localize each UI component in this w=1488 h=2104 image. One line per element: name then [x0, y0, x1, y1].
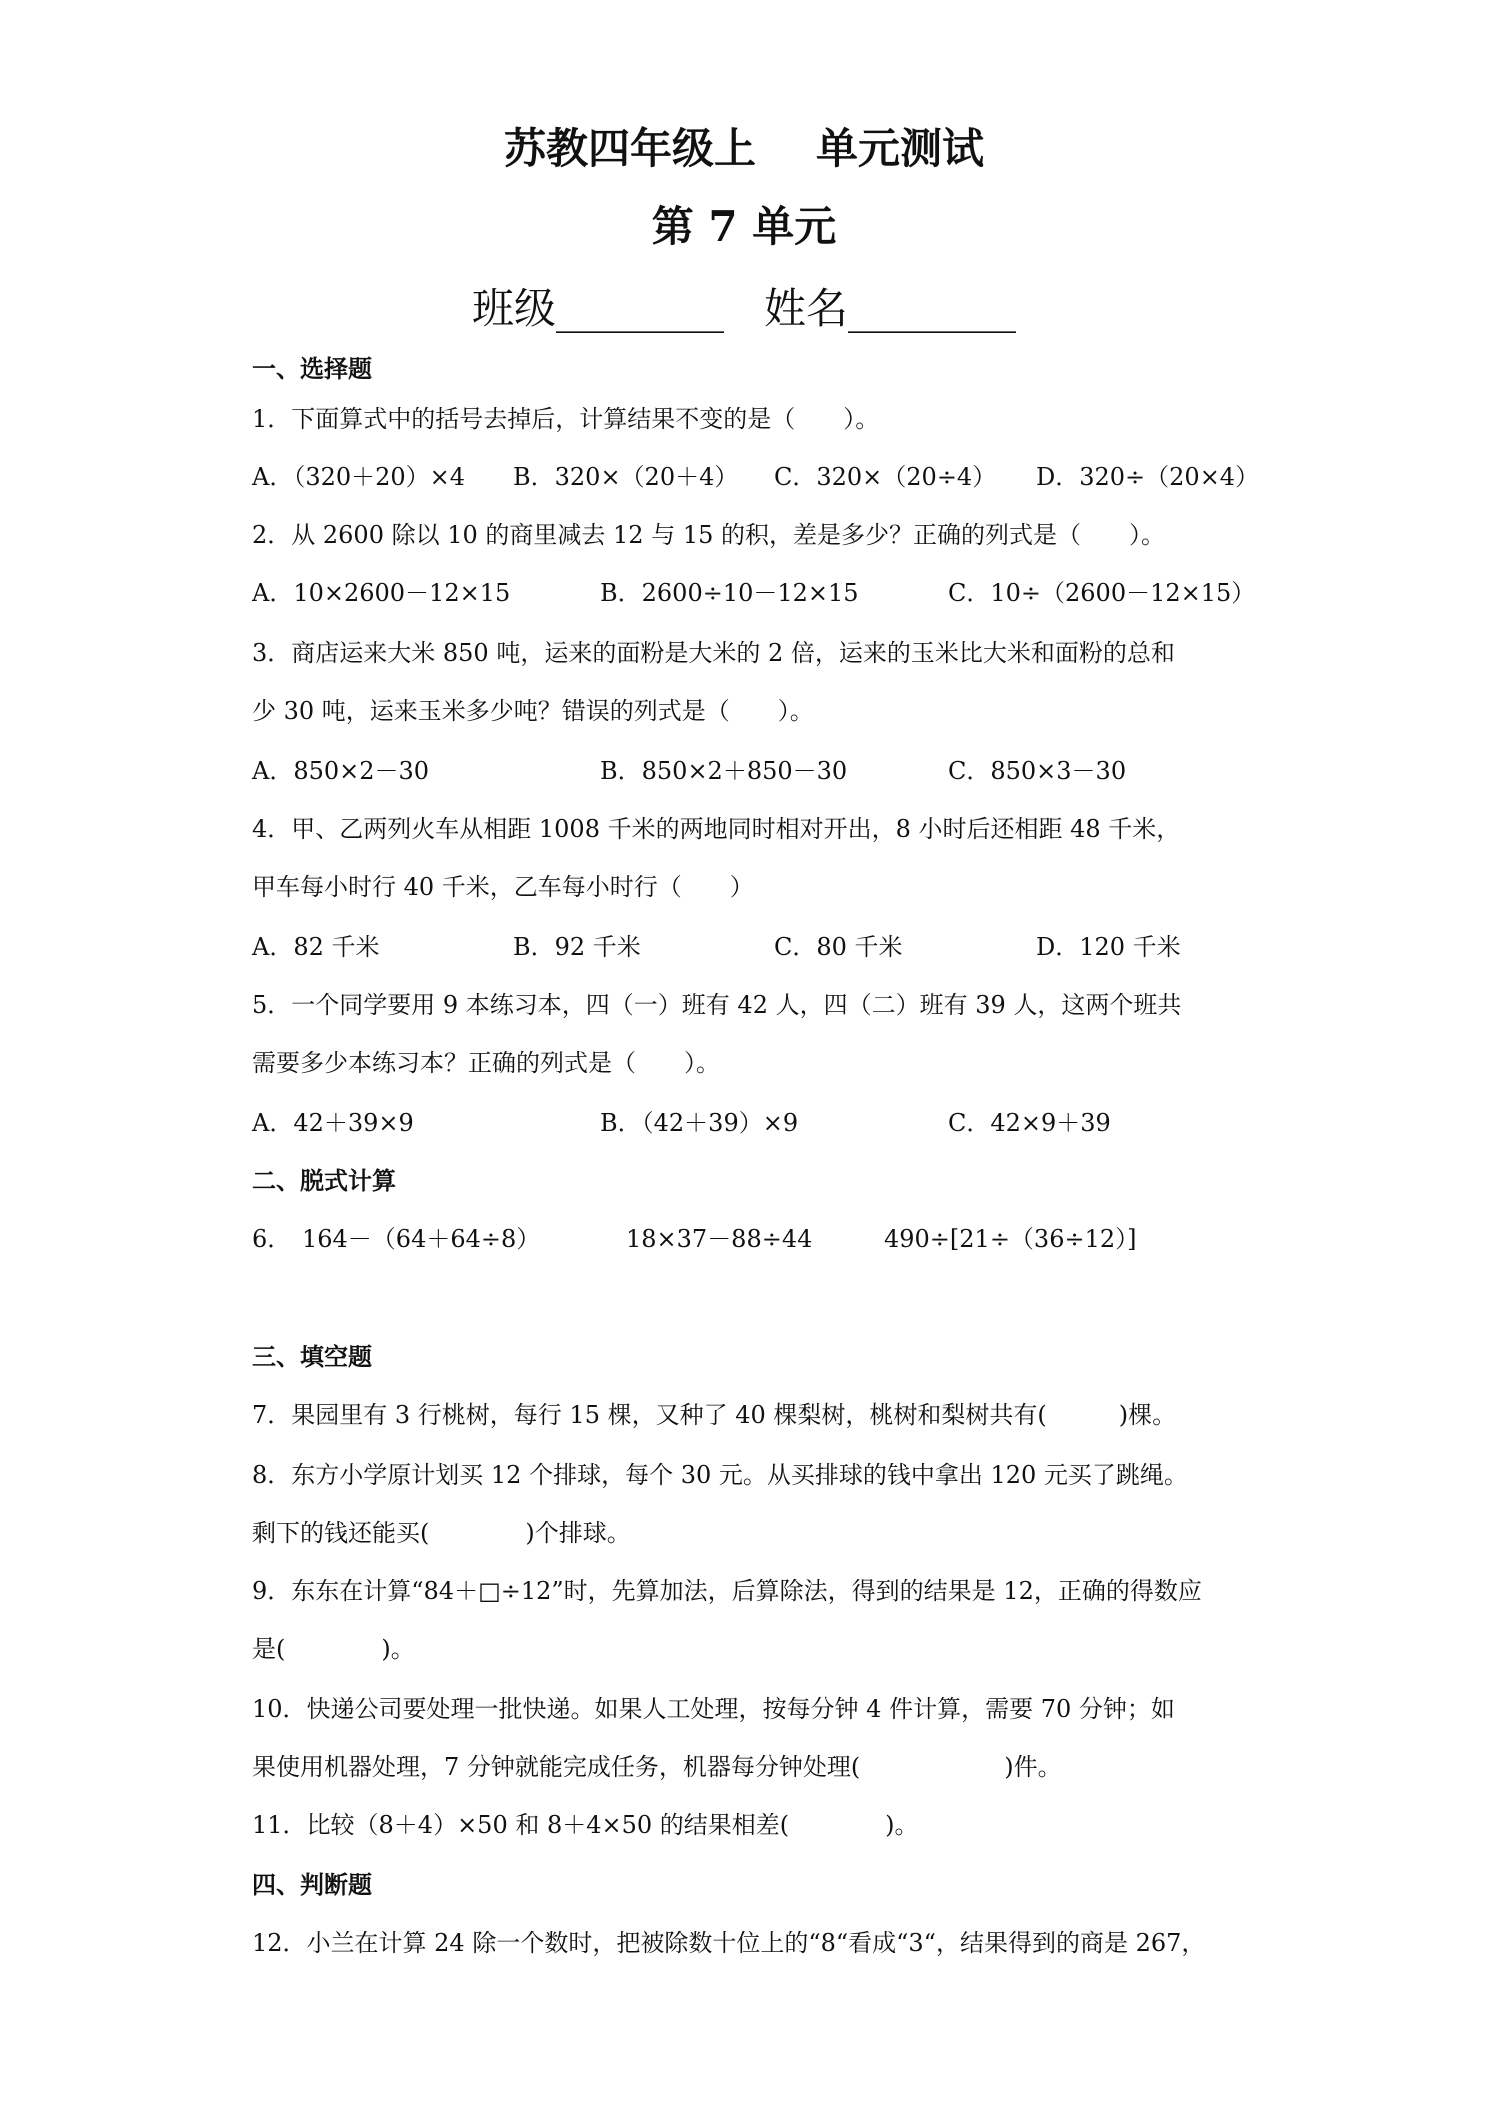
- q5-option-a[interactable]: A．42＋39×9: [252, 1109, 414, 1137]
- question-11: 11．比较（8＋4）×50 和 8＋4×50 的结果相差( )。: [252, 1811, 919, 1839]
- name-field[interactable]: 姓名________: [764, 284, 1017, 333]
- q1-option-d[interactable]: D．320÷（20×4）: [1036, 463, 1260, 491]
- q2-option-c[interactable]: C．10÷（2600－12×15）: [948, 579, 1256, 607]
- question-2: 2．从 2600 除以 10 的商里减去 12 与 15 的积，差是多少？正确的列式是（ ）。: [252, 521, 1165, 549]
- q3-option-b[interactable]: B．850×2＋850－30: [600, 757, 848, 785]
- q4-option-a[interactable]: A．82 千米: [252, 933, 380, 961]
- q4-option-c[interactable]: C．80 千米: [774, 933, 903, 961]
- question-10-line-1: 10．快递公司要处理一批快递。如果人工处理，按每分钟 4 件计算，需要 70 分钟；如: [252, 1695, 1175, 1723]
- question-3-line-1: 3．商店运来大米 850 吨，运来的面粉是大米的 2 倍，运来的玉米比大米和面粉的总和: [252, 639, 1175, 667]
- q1-option-b[interactable]: B．320×（20＋4）: [513, 463, 739, 491]
- q6-expression-2: 18×37－88÷44: [626, 1225, 813, 1253]
- title-grade: 苏教四年级上: [503, 124, 756, 173]
- unit-title: 第 7 单元: [651, 202, 837, 251]
- question-5-line-1: 5．一个同学要用 9 本练习本，四（一）班有 42 人，四（二）班有 39 人，这两个班共: [252, 991, 1182, 1019]
- title-test: 单元测试: [816, 124, 985, 173]
- question-4-line-1: 4．甲、乙两列火车从相距 1008 千米的两地同时相对开出，8 小时后还相距 48 千米，: [252, 815, 1181, 843]
- question-7: 7．果园里有 3 行桃树，每行 15 棵，又种了 40 棵梨树，桃树和梨树共有( )棵。: [252, 1401, 1177, 1429]
- q2-option-a[interactable]: A．10×2600－12×15: [252, 579, 511, 607]
- question-4-line-2: 甲车每小时行 40 千米，乙车每小时行（ ）: [252, 873, 754, 901]
- worksheet-title: [0, 122, 1488, 176]
- q6-expression-3: 490÷[21÷（36÷12）]: [884, 1225, 1137, 1253]
- question-6-number: 6．: [252, 1225, 292, 1253]
- q5-option-c[interactable]: C．42×9＋39: [948, 1109, 1111, 1137]
- question-8-line-2: 剩下的钱还能买( )个排球。: [252, 1519, 631, 1547]
- q3-option-a[interactable]: A．850×2－30: [252, 757, 430, 785]
- q2-option-b[interactable]: B．2600÷10－12×15: [600, 579, 859, 607]
- q6-expression-1: 164－（64＋64÷8）: [302, 1225, 541, 1253]
- section-choice: 一、选择题: [252, 354, 372, 383]
- q1-option-c[interactable]: C．320×（20÷4）: [774, 463, 997, 491]
- section-calculation: 二、脱式计算: [252, 1166, 396, 1195]
- q1-option-a[interactable]: A．（320＋20）×4: [252, 463, 466, 491]
- question-1: 1．下面算式中的括号去掉后，计算结果不变的是（ ）。: [252, 405, 880, 433]
- q5-option-b[interactable]: B．（42＋39）×9: [600, 1109, 799, 1137]
- question-5-line-2: 需要多少本练习本？正确的列式是（ ）。: [252, 1049, 720, 1077]
- question-12: 12．小兰在计算 24 除一个数时，把被除数十位上的“8“看成“3“，结果得到的商是 267，: [252, 1929, 1206, 1957]
- question-9-line-1: 9．东东在计算“84＋□÷12”时，先算加法，后算除法，得到的结果是 12，正确的得数应: [252, 1577, 1202, 1605]
- question-10-line-2: 果使用机器处理，7 分钟就能完成任务，机器每分钟处理( )件。: [252, 1753, 1062, 1781]
- q4-option-d[interactable]: D．120 千米: [1036, 933, 1181, 961]
- question-9-line-2: 是( )。: [252, 1635, 415, 1663]
- section-true-false: 四、判断题: [252, 1870, 372, 1899]
- class-field[interactable]: 班级________: [471, 284, 724, 333]
- section-fill-blank: 三、填空题: [252, 1342, 372, 1371]
- student-info: [0, 282, 1488, 336]
- q3-option-c[interactable]: C．850×3－30: [948, 757, 1127, 785]
- q4-option-b[interactable]: B．92 千米: [513, 933, 641, 961]
- question-3-line-2: 少 30 吨，运来玉米多少吨？错误的列式是（ ）。: [252, 697, 814, 725]
- question-8-line-1: 8．东方小学原计划买 12 个排球，每个 30 元。从买排球的钱中拿出 120 元买了跳绳。: [252, 1461, 1188, 1489]
